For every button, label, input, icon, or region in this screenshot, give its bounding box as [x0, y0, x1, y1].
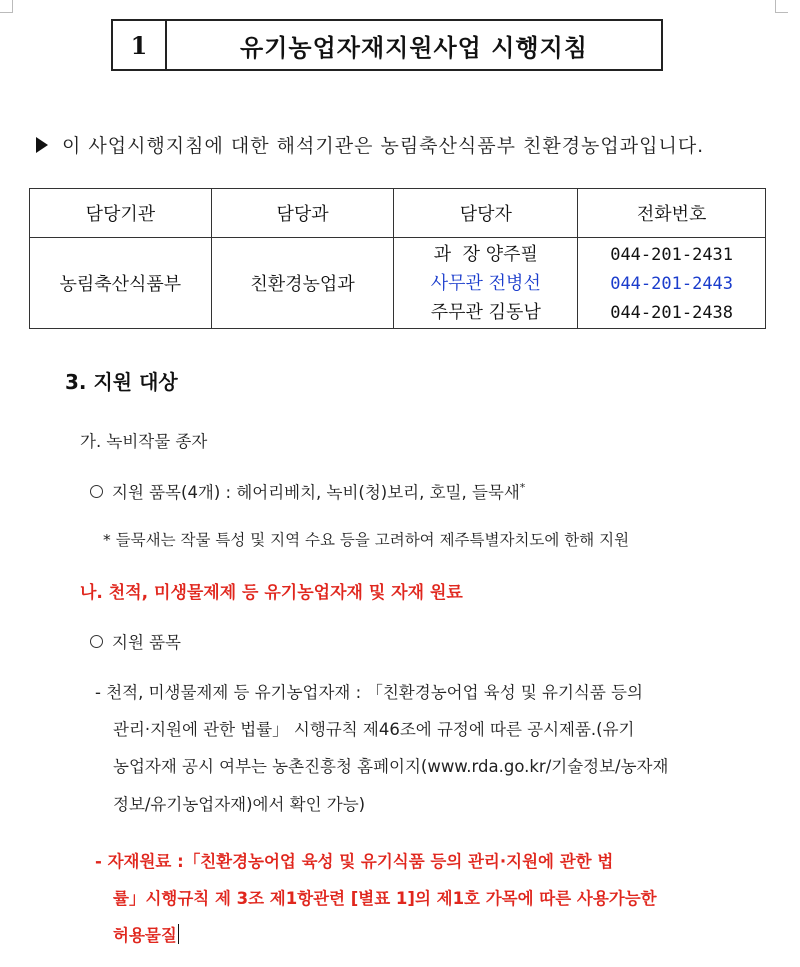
- header-agency: 담당기관: [30, 189, 212, 238]
- cell-agency: 농림축산식품부: [30, 238, 212, 329]
- phone-number: 044-201-2431: [610, 244, 734, 265]
- header-department: 담당과: [211, 189, 394, 238]
- section-heading: 3. 지원 대상: [65, 370, 178, 394]
- subsection-na-heading: 나. 천적, 미생물제제 등 유기농업자재 및 자재 원료: [80, 583, 463, 603]
- ga-item-text: 지원 품목(4개) : 헤어리베치, 녹비(청)보리, 호밀, 들묵새: [112, 483, 520, 502]
- na-item-text: 지원 품목: [112, 633, 182, 652]
- cell-staff: [394, 238, 578, 329]
- dash1-line-2: 관리·지원에 관한 법률」 시행규칙 제46조에 규정에 따른 공시제품.(유기: [113, 720, 635, 739]
- staff-name-highlighted: 사무관 전병선: [430, 272, 541, 294]
- title-number: 1: [113, 21, 167, 69]
- staff-name: 주무관 김동남: [430, 301, 541, 323]
- header-staff: 담당자: [394, 189, 578, 238]
- na-item: [90, 629, 181, 653]
- ga-note: * 들묵새는 작물 특성 및 지역 수요 등을 고려하여 제주특별자치도에 한해 지원: [103, 531, 630, 549]
- page-corner-mark-left: [0, 0, 13, 13]
- cell-phone: [578, 238, 766, 329]
- dash2-line-1: - 자재원료 :「친환경농어업 육성 및 유기식품 등의 관리·지원에 관한 법: [95, 852, 614, 871]
- triangle-bullet-icon: [36, 137, 48, 153]
- dash1-line-1: - 천적, 미생물제제 등 유기농업자재 : 「친환경농어업 육성 및 유기식품 등의: [95, 683, 643, 702]
- ga-item: [90, 479, 525, 503]
- dash2-line-3: [113, 922, 179, 946]
- intro-text: 이 사업시행지침에 대한 해석기관은 농림축산식품부 친환경농업과입니다.: [62, 135, 705, 157]
- title-box: [111, 19, 663, 71]
- intro-line: [36, 131, 704, 158]
- text-cursor: [178, 924, 180, 944]
- circle-bullet-icon: [90, 635, 103, 648]
- dash2-line-2: 률」시행규칙 제 3조 제1항관련 [별표 1]의 제1호 가목에 따른 사용가능한: [113, 889, 657, 908]
- contact-table: [29, 188, 766, 329]
- circle-bullet-icon: [90, 485, 103, 498]
- staff-name: 과 장 양주필: [433, 243, 538, 265]
- dash1-line-3: 농업자재 공시 여부는 농촌진흥청 홈페이지(www.rda.go.kr/기술정보/농자재: [113, 757, 669, 776]
- page-title: 유기농업자재지원사업 시행지침: [240, 33, 588, 62]
- dash1-line-4: 정보/유기농업자재)에서 확인 가능): [113, 795, 366, 814]
- phone-number: 044-201-2438: [610, 302, 734, 323]
- phone-number-highlighted: 044-201-2443: [610, 273, 734, 294]
- header-phone: 전화번호: [578, 189, 766, 238]
- contact-table-row: [30, 238, 766, 329]
- page-corner-mark-right: [775, 0, 788, 13]
- cell-department: 친환경농업과: [211, 238, 394, 329]
- asterisk-mark: *: [519, 481, 526, 494]
- dash2-line-3-text: 허용물질: [113, 926, 177, 945]
- contact-table-header-row: [30, 189, 766, 238]
- subsection-ga-heading: 가. 녹비작물 종자: [80, 432, 208, 451]
